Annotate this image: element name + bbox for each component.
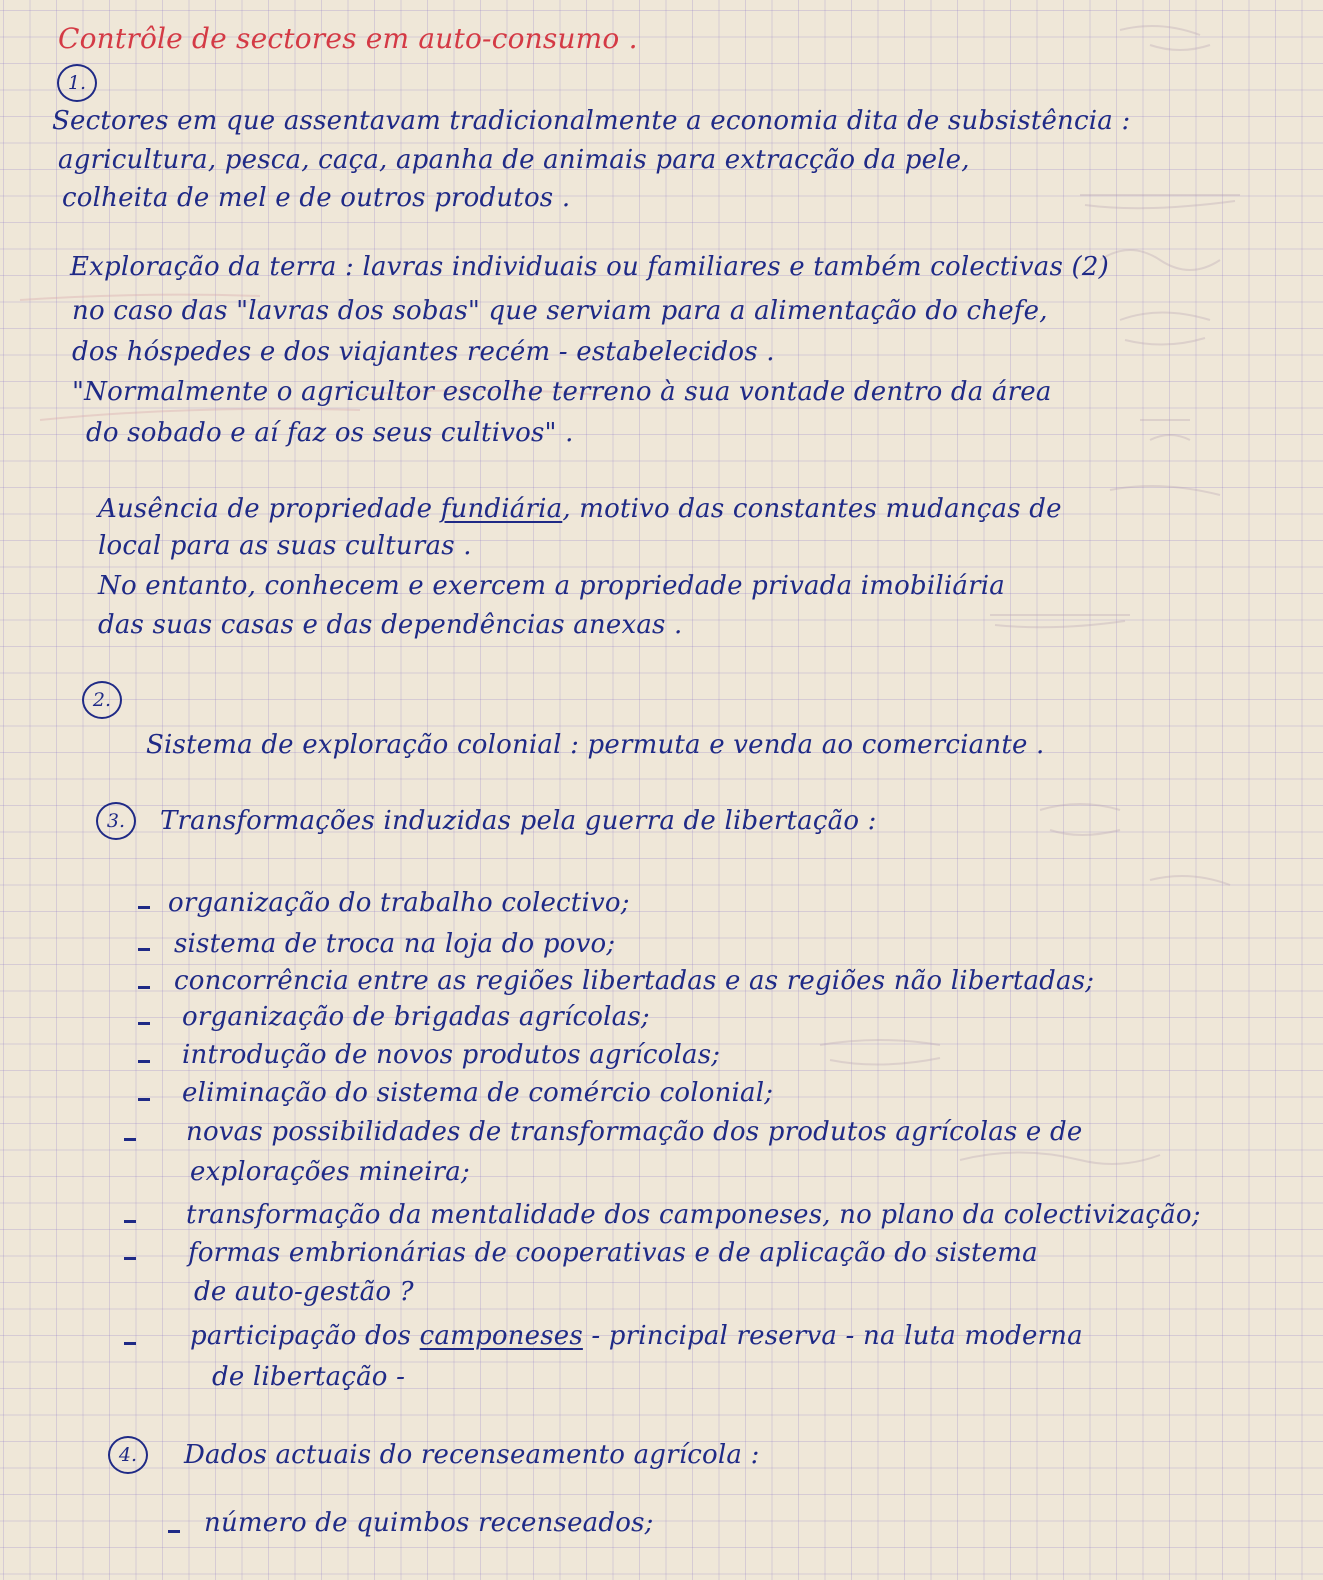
section-3-item-9: formas embrionárias de cooperativas e de aplicação do sistema	[188, 1238, 1038, 1268]
propriedade-line-1	[98, 494, 1062, 524]
propriedade-line-3: No entanto, conhecem e exercem a propriedade privada imobiliária	[98, 571, 1005, 601]
section-3-item-1: organização do trabalho colectivo;	[168, 888, 630, 918]
section-3-item-2: sistema de troca na loja do povo;	[174, 929, 616, 959]
bullet-dash	[168, 1530, 180, 1533]
section-3-item-6: eliminação do sistema de comércio colonial;	[182, 1078, 774, 1108]
section-4-marker: 4.	[108, 1436, 148, 1474]
section-3-item-9-cont: de auto-gestão ?	[194, 1277, 414, 1307]
propriedade-line-2: local para as suas culturas .	[98, 531, 472, 561]
page-title: Contrôle de sectores em auto-consumo .	[58, 22, 638, 55]
section-1-line-3: colheita de mel e de outros produtos .	[62, 183, 571, 213]
bullet-dash	[138, 906, 150, 909]
section-2-marker: 2.	[82, 681, 122, 719]
section-3-item-4: organização de brigadas agrícolas;	[182, 1002, 650, 1032]
bullet-dash	[138, 1060, 150, 1063]
exploracao-quote-line-1: "Normalmente o agricultor escolhe terreno à sua vontade dentro da área	[72, 377, 1052, 407]
section-3-item-8: transformação da mentalidade dos camponeses, no plano da colectivização;	[186, 1200, 1201, 1230]
exploracao-quote-line-2: do sobado e aí faz os seus cultivos" .	[86, 418, 574, 448]
propriedade-line-4: das suas casas e das dependências anexas .	[98, 610, 683, 640]
camponeses-underlined-word: camponeses	[419, 1321, 583, 1351]
section-4-heading: Dados actuais do recenseamento agrícola :	[184, 1440, 760, 1470]
section-3-item-10-after: - principal reserva - na luta moderna	[582, 1321, 1083, 1351]
bullet-dash	[124, 1257, 136, 1260]
section-2-text: Sistema de exploração colonial : permuta e venda ao comerciante .	[146, 730, 1045, 760]
bullet-dash	[138, 948, 150, 951]
propriedade-line-1-before: Ausência de propriedade	[98, 494, 441, 524]
section-1-line-2: agricultura, pesca, caça, apanha de animais para extracção da pele,	[58, 145, 970, 175]
section-3-item-10-before: participação dos	[190, 1321, 420, 1351]
bullet-dash	[138, 1022, 150, 1025]
section-3-item-10	[190, 1321, 1083, 1351]
exploracao-line-2: no caso das "lavras dos sobas" que serviam para a alimentação do chefe,	[72, 296, 1048, 326]
bullet-dash	[124, 1342, 136, 1345]
section-3-heading: Transformações induzidas pela guerra de libertação :	[160, 806, 877, 836]
section-3-item-7: novas possibilidades de transformação dos produtos agrícolas e de	[186, 1117, 1083, 1147]
section-4-item-1: número de quimbos recenseados;	[204, 1508, 654, 1538]
section-3-item-5: introdução de novos produtos agrícolas;	[182, 1040, 721, 1070]
section-1-marker: 1.	[57, 64, 97, 102]
bullet-dash	[138, 986, 150, 989]
bullet-dash	[124, 1138, 136, 1141]
exploracao-line-1: Exploração da terra : lavras individuais ou familiares e também colectivas (2)	[70, 252, 1109, 282]
fundiaria-underlined-word: fundiária	[440, 494, 563, 524]
section-3-item-3: concorrência entre as regiões libertadas e as regiões não libertadas;	[174, 966, 1095, 996]
section-1-line-1: Sectores em que assentavam tradicionalmente a economia dita de subsistência :	[52, 106, 1131, 136]
bullet-dash	[138, 1098, 150, 1101]
exploracao-line-3: dos hóspedes e dos viajantes recém - estabelecidos .	[72, 337, 775, 367]
section-3-item-7-cont: explorações mineira;	[190, 1157, 470, 1187]
section-3-marker: 3.	[96, 802, 136, 840]
bullet-dash	[124, 1220, 136, 1223]
propriedade-line-1-after: , motivo das constantes mudanças de	[562, 494, 1062, 524]
section-3-item-10-cont: de libertação -	[212, 1362, 406, 1392]
